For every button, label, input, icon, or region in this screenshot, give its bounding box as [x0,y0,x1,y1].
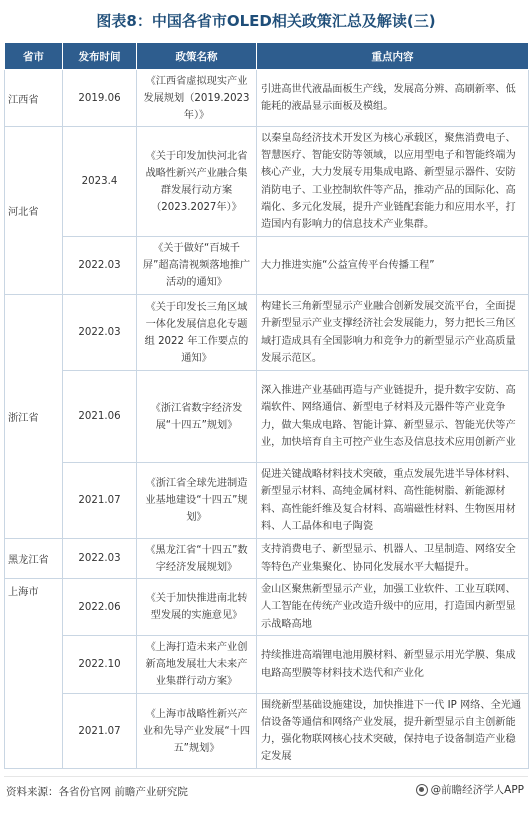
time-cell: 2022.03 [63,539,137,579]
table-row [5,295,529,371]
table-row [5,371,529,463]
policy-name-cell: 《关于印发长三角区域一体化发展信息化专题组 2022 年工作要点的通知》 [137,295,257,371]
policy-table [4,42,529,769]
policy-name-cell: 《上海打造未来产业创新高地发展壮大未来产业集群行动方案》 [137,636,257,694]
province-cell: 黑龙江省 [5,539,63,579]
time-cell: 2022.03 [63,237,137,295]
table-row [5,237,529,295]
table-row [5,70,529,127]
province-cell: 浙江省 [5,295,63,539]
content-cell: 围绕新型基础设施建设，加快推进下一代 IP 网络、全光通信设备等通信和网络产业发展，提升新型显示自主创新能力，强化物联网核心技术突破，保持电子设备制造产业稳定发展 [257,694,529,769]
content-cell: 大力推进实施“公益宣传平台传播工程” [257,237,529,295]
policy-name-cell: 《关于做好“百城千屏”超高清视频落地推广活动的通知》 [137,237,257,295]
table-row [5,539,529,579]
table-row [5,463,529,539]
policy-name-cell: 《关于加快推进南北转型发展的实施意见》 [137,579,257,636]
province-cell: 河北省 [5,127,63,295]
policy-name-cell: 《浙江省数字经济发展“十四五”规划》 [137,371,257,463]
table-row [5,127,529,237]
content-cell: 持续推进高端锂电池用膜材料、新型显示用光学膜、集成电路高型膜等材料技术迭代和产业化 [257,636,529,694]
content-cell: 以秦皇岛经济技术开发区为核心承载区，聚焦消费电子、智慧医疗、智能安防等领域，以应用型电子和智能终端为核心产业，大力发展专用集成电路、新型显示器件、安防消防电子、工业控制软件等产品，推动产品的国际化、高端化、多元化发展，提升产业链配套能力和应用水平，打造国内有影响力的信息技术产业集群。 [257,127,529,237]
source-note: 资料来源：各省份官网 前瞻产业研究院 [6,786,188,798]
table-row [5,694,529,769]
time-cell: 2022.03 [63,295,137,371]
content-cell: 支持消费电子、新型显示、机器人、卫星制造、网络安全等特色产业集聚化、协同化发展水平大幅提升。 [257,539,529,579]
time-cell: 2022.10 [63,636,137,694]
time-cell: 2021.07 [63,463,137,539]
time-cell: 2021.07 [63,694,137,769]
content-cell: 金山区聚焦新型显示产业，加强工业软件、工业互联网、人工智能在传统产业改造升级中的应用，打造国内新型显示战略高地 [257,579,529,636]
time-cell: 2023.4 [63,127,137,237]
time-cell: 2021.06 [63,371,137,463]
time-cell: 2019.06 [63,70,137,127]
content-cell: 促进关键战略材料技术突破，重点发展先进半导体材料、新型显示材料、高纯金属材料、高性能树脂、新能源材料、高性能纤维及复合材料、高端磁性材料、生物医用材料、人工晶体和电子陶瓷 [257,463,529,539]
province-cell: 江西省 [5,70,63,127]
header-content: 重点内容 [257,43,529,70]
footer-divider [4,776,528,777]
page-title: 图表8：中国各省市OLED相关政策汇总及解读(三) [96,12,436,30]
policy-name-cell: 《黑龙江省“十四五”数字经济发展规划》 [137,539,257,579]
province-cell: 上海市 [5,579,63,769]
content-cell: 构建长三角新型显示产业融合创新发展交流平台，全面提升新型显示产业支撑经济社会发展能力，努力把长三角区域打造成具有全国影响力和竞争力的新型显示产业高质量发展示范区。 [257,295,529,371]
policy-name-cell: 《江西省虚拟现实产业发展规划（2019.2023年）》 [137,70,257,127]
brand-logo-icon [416,784,428,796]
content-cell: 引进高世代液晶面板生产线，发展高分辨、高刷新率、低能耗的液晶显示面板及模组。 [257,70,529,127]
table-header-row [5,43,529,70]
table-row [5,636,529,694]
header-name: 政策名称 [137,43,257,70]
policy-name-cell: 《浙江省全球先进制造业基地建设“十四五”规划》 [137,463,257,539]
time-cell: 2022.06 [63,579,137,636]
brand-credit [416,782,524,797]
brand-text: @前瞻经济学人APP [430,784,524,796]
table-row [5,579,529,636]
policy-name-cell: 《关于印发加快河北省战略性新兴产业融合集群发展行动方案（2023.2027年）》 [137,127,257,237]
policy-name-cell: 《上海市战略性新兴产业和先导产业发展“十四五”规划》 [137,694,257,769]
header-time: 发布时间 [63,43,137,70]
content-cell: 深入推进产业基础再造与产业链提升，提升数字安防、高端软件、网络通信、新型电子材料及元器件等产业竞争力，做大集成电路、智能计算、新型显示、智能光伏等产业，加快培育自主可控产业生态及信息技术应用创新产业 [257,371,529,463]
header-province: 省市 [5,43,63,70]
